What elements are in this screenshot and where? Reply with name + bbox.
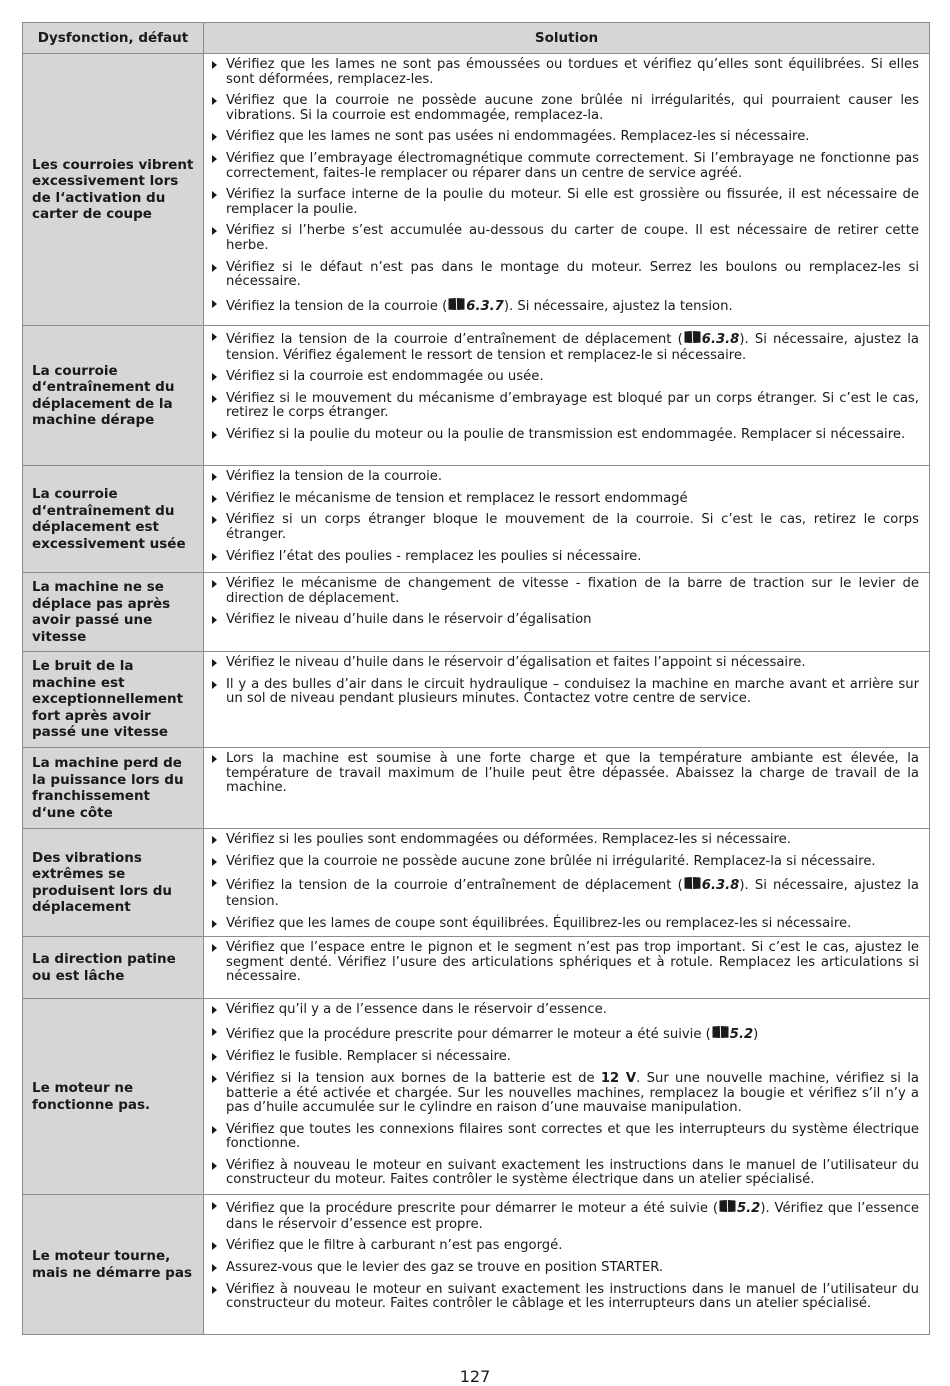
- triangle-right-icon: [212, 333, 217, 341]
- solution-item: [210, 1199, 919, 1232]
- solution-text: Vérifiez la tension de la courroie d’entraînement de déplacement (: [226, 878, 683, 894]
- triangle-right-icon: [212, 1242, 217, 1250]
- triangle-right-icon: [212, 155, 217, 163]
- fault-cell: Le moteur tourne, mais ne démarre pas: [23, 1195, 204, 1335]
- triangle-right-icon: [212, 97, 217, 105]
- solution-text: Vérifiez que l’espace entre le pignon et le segment n’est pas trop important. Si c’est le cas, ajustez le segment denté. Vérifiez l’usure des articulations sphériques et à rotule. Remplacez les articulations si nécessaire.: [226, 940, 919, 984]
- solution-item: [210, 941, 919, 985]
- solution-item: [210, 855, 919, 870]
- solution-text: Vérifiez que toutes les connexions filaires sont correctes et que les interrupteurs du système électrique fonctionne.: [226, 1121, 919, 1152]
- triangle-right-icon: [212, 1264, 217, 1272]
- voltage-value: 12 V: [600, 1071, 637, 1087]
- solution-text: Vérifiez le mécanisme de tension et remplacez le ressort endommagé: [226, 490, 688, 506]
- solution-text: . Sur une nouvelle machine, vérifiez si la batterie a été activée et chargée. Sur les nouvelles machines, remplacez la bougie et vérifiez s’il n’y a pas d’huile accumulée sur le cylindre en raison d’une mauvaise manipulation.: [226, 1071, 919, 1116]
- troubleshooting-table: [22, 22, 930, 1335]
- triangle-right-icon: [212, 580, 217, 588]
- solution-text: Vérifiez à nouveau le moteur en suivant exactement les instructions dans le manuel de l’utilisateur du constructeur du moteur. Faites contrôler le système électrique dans un atelier spécialisé.: [226, 1157, 919, 1188]
- solution-item: [210, 94, 919, 123]
- solution-text: Vérifiez la tension de la courroie d’entraînement de déplacement (: [226, 332, 683, 347]
- triangle-right-icon: [212, 61, 217, 69]
- table-body: [23, 54, 930, 1335]
- fault-cell: Le bruit de la machine est exceptionnellement fort après avoir passé une vitesse: [23, 652, 204, 748]
- triangle-right-icon: [212, 227, 217, 235]
- section-reference: 5.2: [736, 1201, 761, 1216]
- fault-cell: La courroie d‘entraînement du déplacement est excessivement usée: [23, 466, 204, 573]
- solution-item: [210, 1050, 919, 1065]
- triangle-right-icon: [212, 879, 217, 887]
- table-header-row: [23, 23, 930, 54]
- triangle-right-icon: [212, 1126, 217, 1134]
- table-row: [23, 466, 930, 573]
- book-icon: [719, 1199, 736, 1218]
- solution-item: [210, 917, 919, 932]
- solution-text: Vérifiez le fusible. Remplacer si nécessaire.: [226, 1049, 511, 1065]
- triangle-right-icon: [212, 616, 217, 624]
- solution-text: Vérifiez si l’herbe s’est accumulée au-dessous du carter de coupe. Il est nécessaire de retirer cette herbe.: [226, 223, 919, 253]
- triangle-right-icon: [212, 681, 217, 689]
- solution-text: Vérifiez que les lames ne sont pas émoussées ou tordues et vérifiez qu’elles sont équilibrées. Si elles sont déformées, remplacez-les.: [226, 57, 919, 87]
- solution-text: ). Si nécessaire, ajustez la tension. Vérifiez également le ressort de tension et remplacez-le si nécessaire.: [226, 332, 919, 363]
- solution-item: [210, 513, 919, 542]
- book-icon: [448, 297, 465, 316]
- solution-text: Assurez-vous que le levier des gaz se trouve en position STARTER.: [226, 1259, 664, 1275]
- solution-cell: [204, 652, 930, 748]
- solution-text: Vérifiez que les lames de coupe sont équilibrées. Équilibrez-les ou remplacez-les si nécessaire.: [226, 915, 852, 931]
- solution-text: Vérifiez que la procédure prescrite pour démarrer le moteur a été suivie (: [226, 1201, 718, 1216]
- solution-text: Vérifiez que les lames ne sont pas usées ni endommagées. Remplacez-les si nécessaire.: [226, 129, 810, 145]
- book-icon: [684, 876, 701, 895]
- table-row: [23, 652, 930, 748]
- solution-text: ). Si nécessaire, ajustez la tension.: [503, 298, 733, 314]
- solution-text: Vérifiez que le filtre à carburant n’est pas engorgé.: [226, 1238, 563, 1254]
- triangle-right-icon: [212, 920, 217, 928]
- solution-item: [210, 1025, 919, 1044]
- triangle-right-icon: [212, 300, 217, 308]
- solution-text: Vérifiez le mécanisme de changement de vitesse - fixation de la barre de traction sur le levier de direction de déplacement.: [226, 576, 919, 606]
- fault-cell: La machine perd de la puissance lors du franchissement d‘une côte: [23, 748, 204, 829]
- solution-text: Vérifiez la tension de la courroie (: [226, 298, 448, 314]
- fault-cell: Des vibrations extrêmes se produisent lors du déplacement: [23, 829, 204, 937]
- solution-cell: [204, 937, 930, 999]
- triangle-right-icon: [212, 264, 217, 272]
- solution-item: [210, 261, 919, 290]
- solution-cell: [204, 999, 930, 1195]
- solution-item: [210, 492, 919, 507]
- triangle-right-icon: [212, 473, 217, 481]
- solution-text: Vérifiez que la courroie ne possède aucune zone brûlée ni irrégularité. Remplacez-la si nécessaire.: [226, 853, 876, 869]
- triangle-right-icon: [212, 1053, 217, 1061]
- triangle-right-icon: [212, 495, 217, 503]
- triangle-right-icon: [212, 1075, 217, 1083]
- section-reference: 6.3.8: [701, 332, 740, 347]
- solution-text: Vérifiez la tension de la courroie.: [226, 469, 443, 484]
- triangle-right-icon: [212, 659, 217, 667]
- solution-item: [210, 1072, 919, 1116]
- solution-text: Vérifiez le niveau d’huile dans le réservoir d’égalisation et faites l’appoint si nécessaire.: [226, 655, 806, 670]
- table-row: [23, 1195, 930, 1335]
- book-icon: [712, 1025, 729, 1044]
- table-row: [23, 999, 930, 1195]
- triangle-right-icon: [212, 133, 217, 141]
- solution-text: Vérifiez si la poulie du moteur ou la poulie de transmission est endommagée. Remplacer si nécessaire.: [226, 427, 906, 443]
- solution-item: [210, 297, 919, 316]
- solution-cell: [204, 748, 930, 829]
- solution-text: Vérifiez que la courroie ne possède aucune zone brûlée ni irrégularités, qui pourraient causer les vibrations. Si la courroie est endommagée, remplacez-la.: [226, 93, 919, 123]
- solution-cell: [204, 573, 930, 652]
- table-row: [23, 937, 930, 999]
- book-icon: [684, 330, 701, 349]
- solution-item: [210, 1261, 919, 1276]
- solution-item: [210, 58, 919, 87]
- solution-text: Vérifiez le niveau d’huile dans le réservoir d’égalisation: [226, 612, 592, 628]
- fault-cell: La courroie d‘entraînement du déplacement de la machine dérape: [23, 326, 204, 466]
- solution-item: [210, 1159, 919, 1188]
- triangle-right-icon: [212, 431, 217, 439]
- solution-item: [210, 470, 919, 485]
- fault-cell: La machine ne se déplace pas après avoir passé une vitesse: [23, 573, 204, 652]
- solution-cell: [204, 829, 930, 937]
- triangle-right-icon: [212, 553, 217, 561]
- solution-item: [210, 188, 919, 217]
- fault-cell: La direction patine ou est lâche: [23, 937, 204, 999]
- solution-item: [210, 613, 919, 628]
- solution-item: [210, 130, 919, 145]
- solution-item: [210, 550, 919, 565]
- section-reference: 6.3.8: [701, 878, 740, 894]
- triangle-right-icon: [212, 1286, 217, 1294]
- solution-cell: [204, 326, 930, 466]
- section-reference: 5.2: [729, 1026, 754, 1042]
- solution-text: Vérifiez à nouveau le moteur en suivant exactement les instructions dans le manuel de l’utilisateur du constructeur du moteur. Faites contrôler le câblage et les interrupteurs dans un atelier spécialisé.: [226, 1281, 919, 1312]
- solution-text: Vérifiez que la procédure prescrite pour démarrer le moteur a été suivie (: [226, 1026, 711, 1042]
- solution-item: [210, 1003, 919, 1018]
- triangle-right-icon: [212, 1028, 217, 1036]
- triangle-right-icon: [212, 1006, 217, 1014]
- solution-item: [210, 392, 919, 421]
- solution-item: [210, 752, 919, 796]
- triangle-right-icon: [212, 395, 217, 403]
- solution-text: Vérifiez si le défaut n’est pas dans le montage du moteur. Serrez les boulons ou remplacez-les si nécessaire.: [226, 259, 919, 290]
- solution-item: [210, 876, 919, 909]
- triangle-right-icon: [212, 755, 217, 763]
- solution-item: [210, 428, 919, 443]
- table-row: [23, 748, 930, 829]
- solution-text: Vérifiez la surface interne de la poulie du moteur. Si elle est grossière ou fissurée, il est nécessaire de remplacer la poulie.: [226, 187, 919, 217]
- solution-text: Vérifiez qu’il y a de l’essence dans le réservoir d’essence.: [226, 1002, 607, 1017]
- header-fault: Dysfonction, défaut: [23, 23, 204, 54]
- solution-item: [210, 330, 919, 363]
- solution-item: [210, 1123, 919, 1152]
- fault-cell: Le moteur ne fonctionne pas.: [23, 999, 204, 1195]
- solution-cell: [204, 1195, 930, 1335]
- triangle-right-icon: [212, 836, 217, 844]
- table-row: [23, 573, 930, 652]
- solution-text: Vérifiez que l’embrayage électromagnétique commute correctement. Si l’embrayage ne fonctionne pas correctement, faites-le remplacer ou réparer dans un centre de service agréé.: [226, 151, 919, 181]
- solution-item: [210, 370, 919, 385]
- solution-text: Vérifiez si un corps étranger bloque le mouvement de la courroie. Si c’est le cas, retirez le corps étranger.: [226, 512, 919, 542]
- triangle-right-icon: [212, 516, 217, 524]
- solution-item: [210, 1239, 919, 1254]
- triangle-right-icon: [212, 944, 217, 952]
- solution-text: Vérifiez si la courroie est endommagée ou usée.: [226, 369, 544, 385]
- solution-text: Vérifiez si la tension aux bornes de la batterie est de: [226, 1071, 601, 1087]
- solution-item: [210, 833, 919, 848]
- solution-text: Vérifiez l’état des poulies - remplacez les poulies si nécessaire.: [226, 548, 642, 564]
- triangle-right-icon: [212, 858, 217, 866]
- header-solution: Solution: [204, 23, 930, 54]
- triangle-right-icon: [212, 1202, 217, 1210]
- table-row: [23, 54, 930, 326]
- solution-item: [210, 152, 919, 181]
- fault-cell: Les courroies vibrent excessivement lors de l‘activation du carter de coupe: [23, 54, 204, 326]
- triangle-right-icon: [212, 373, 217, 381]
- triangle-right-icon: [212, 1162, 217, 1170]
- solution-item: [210, 678, 919, 707]
- section-reference: 6.3.7: [466, 298, 504, 314]
- solution-text: ). Vérifiez que l’essence dans le réservoir d’essence est propre.: [226, 1201, 919, 1232]
- solution-cell: [204, 54, 930, 326]
- solution-text: Il y a des bulles d’air dans le circuit hydraulique – conduisez la machine en marche avant et arrière sur un sol de niveau pendant plusieurs minutes. Contactez votre centre de service.: [226, 676, 919, 707]
- solution-item: [210, 577, 919, 606]
- solution-text: Vérifiez si le mouvement du mécanisme d’embrayage est bloqué par un corps étranger. Si c’est le cas, retirez le corps étranger.: [226, 390, 919, 421]
- triangle-right-icon: [212, 191, 217, 199]
- table-row: [23, 326, 930, 466]
- solution-item: [210, 1283, 919, 1312]
- table-row: [23, 829, 930, 937]
- solution-text: ): [753, 1026, 759, 1042]
- solution-item: [210, 656, 919, 671]
- solution-text: Vérifiez si les poulies sont endommagées ou déformées. Remplacez-les si nécessaire.: [226, 832, 791, 847]
- solution-cell: [204, 466, 930, 573]
- page-number: 127: [459, 1367, 491, 1386]
- solution-text: ). Si nécessaire, ajustez la tension.: [226, 878, 919, 909]
- solution-text: Lors la machine est soumise à une forte charge et que la température ambiante est élevée, la température de travail maximum de l’huile peut être dépassée. Abaissez la charge de travail de la machine.: [226, 751, 919, 795]
- solution-item: [210, 224, 919, 253]
